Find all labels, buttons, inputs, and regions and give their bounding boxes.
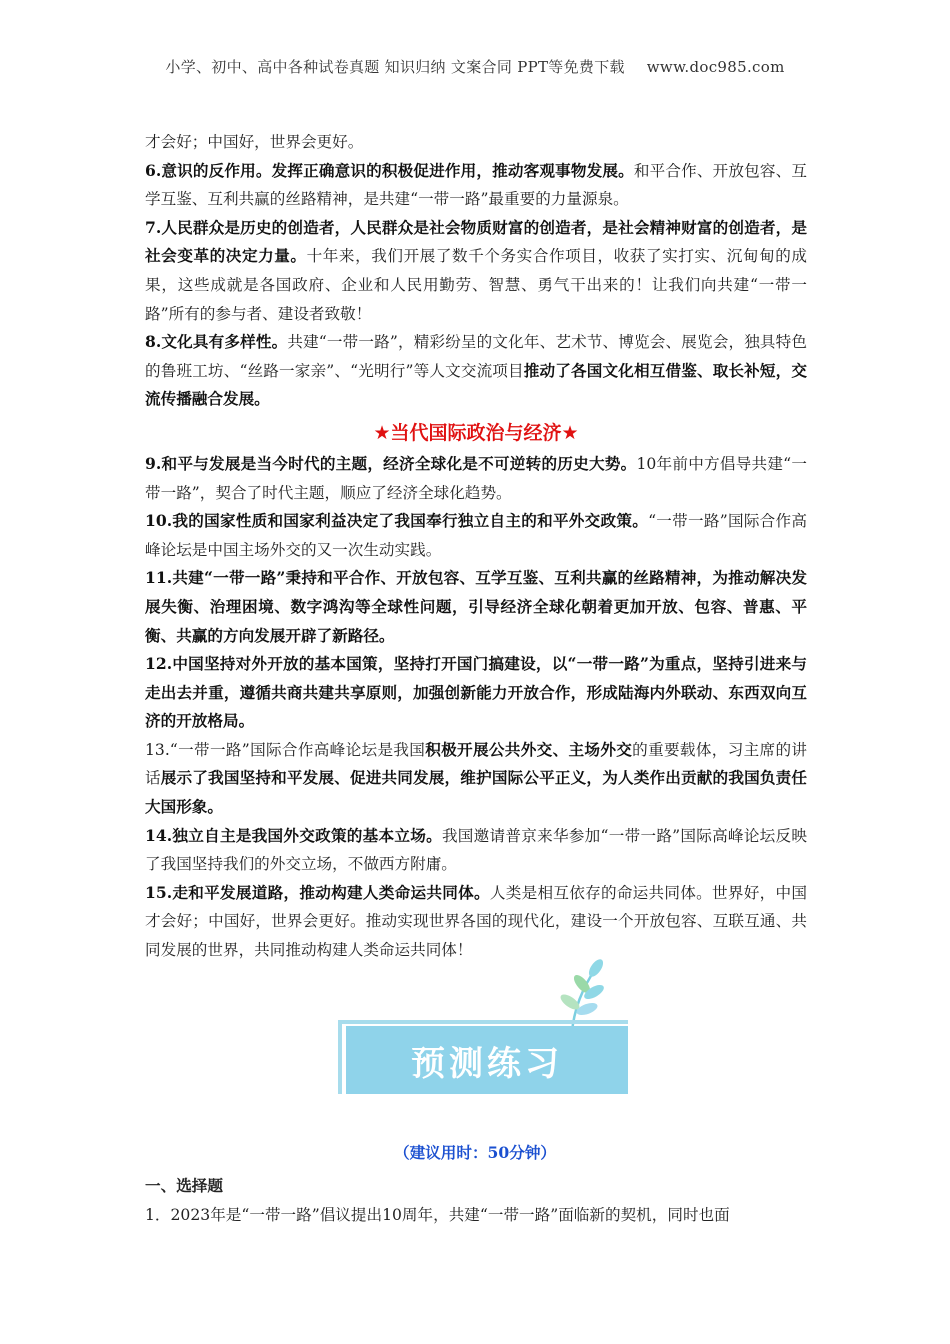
- question-section: [145, 1172, 807, 1229]
- question-1: 1．2023年是“一带一路”倡议提出10周年，共建“一带一路”面临新的契机，同时也面: [145, 1205, 730, 1224]
- paragraph-11: 11.共建“一带一路”秉持和平合作、开放包容、互学互鉴、互利共赢的丝路精神，为推动解决发展失衡、治理困境、数字鸿沟等全球性问题，引导经济全球化朝着更加开放、包容、普惠、平衡、共赢的方向发展开辟了新路径。: [145, 568, 807, 645]
- time-hint: （建议用时：50分钟）: [393, 1143, 557, 1162]
- paragraph-9: 9.和平与发展是当今时代的主题，经济全球化是不可逆转的历史大势。10年前中方倡导共建“一带一路”，契合了时代主题，顺应了经济全球化趋势。: [145, 453, 807, 502]
- page-header: [0, 56, 950, 77]
- paragraph-continuation: 才会好；中国好，世界会更好。: [145, 133, 364, 151]
- paragraph-7: 7.人民群众是历史的创造者，人民群众是社会物质财富的创造者，是社会精神财富的创造者，是社会变革的决定力量。十年来，我们开展了数千个务实合作项目，收获了实打实、沉甸甸的成果，这些成就是各国政府、企业和人民用勤劳、智慧、勇气干出来的！让我们向共建“一带一路”所有的参与者、建设者致敬！: [145, 217, 807, 323]
- practice-banner: [330, 954, 640, 1104]
- question-section-title: 一、选择题: [145, 1176, 223, 1195]
- paragraph-12: 12.中国坚持对外开放的基本国策，坚持打开国门搞建设，以“一带一路”为重点，坚持引进来与走出去并重，遵循共商共建共享原则，加强创新能力开放合作，形成陆海内外联动、东西双向互济的开放格局。: [145, 654, 807, 731]
- banner-box: [346, 1026, 628, 1094]
- paragraph-13: 13.“一带一路”国际合作高峰论坛是我国积极开展公共外交、主场外交的重要载体，习主席的讲话展示了我国坚持和平发展、促进共同发展，维护国际公平正义，为人类作出贡献的我国负责任大国形象。: [145, 739, 807, 817]
- banner-title: 预测练习: [411, 1043, 563, 1084]
- paragraph-8: 8.文化具有多样性。共建“一带一路”，精彩纷呈的文化年、艺术节、博览会、展览会，独具特色的鲁班工坊、“丝路一家亲”、“光明行”等人文交流项目推动了各国文化相互借鉴、取长补短，交流传播融合发展。: [145, 332, 807, 409]
- paragraph-14: 14.独立自主是我国外交政策的基本立场。我国邀请普京来华参加“一带一路”国际高峰论坛反映了我国坚持我们的外交立场，不做西方附庸。: [145, 825, 807, 874]
- header-text: 小学、初中、高中各种试卷真题 知识归纳 文案合同 PPT等免费下载: [165, 58, 625, 76]
- paragraph-6: 6.意识的反作用。发挥正确意识的积极促进作用，推动客观事物发展。和平合作、开放包容、互学互鉴、互利共赢的丝路精神，是共建“一带一路”最重要的力量源泉。: [145, 160, 807, 209]
- main-content: [145, 128, 807, 965]
- header-url[interactable]: www.doc985.com: [646, 58, 785, 76]
- paragraph-15: 15.走和平发展道路，推动构建人类命运共同体。人类是相互依存的命运共同体。世界好，中国才会好；中国好，世界会更好。推动实现世界各国的现代化，建设一个开放包容、互联互通、共同发展的世界，共同推动构建人类命运共同体！: [145, 882, 807, 960]
- section-title: ★当代国际政治与经济★: [373, 421, 579, 444]
- paragraph-10: 10.我的国家性质和国家利益决定了我国奉行独立自主的和平外交政策。“一带一路”国际合作高峰论坛是中国主场外交的又一次生动实践。: [145, 511, 807, 559]
